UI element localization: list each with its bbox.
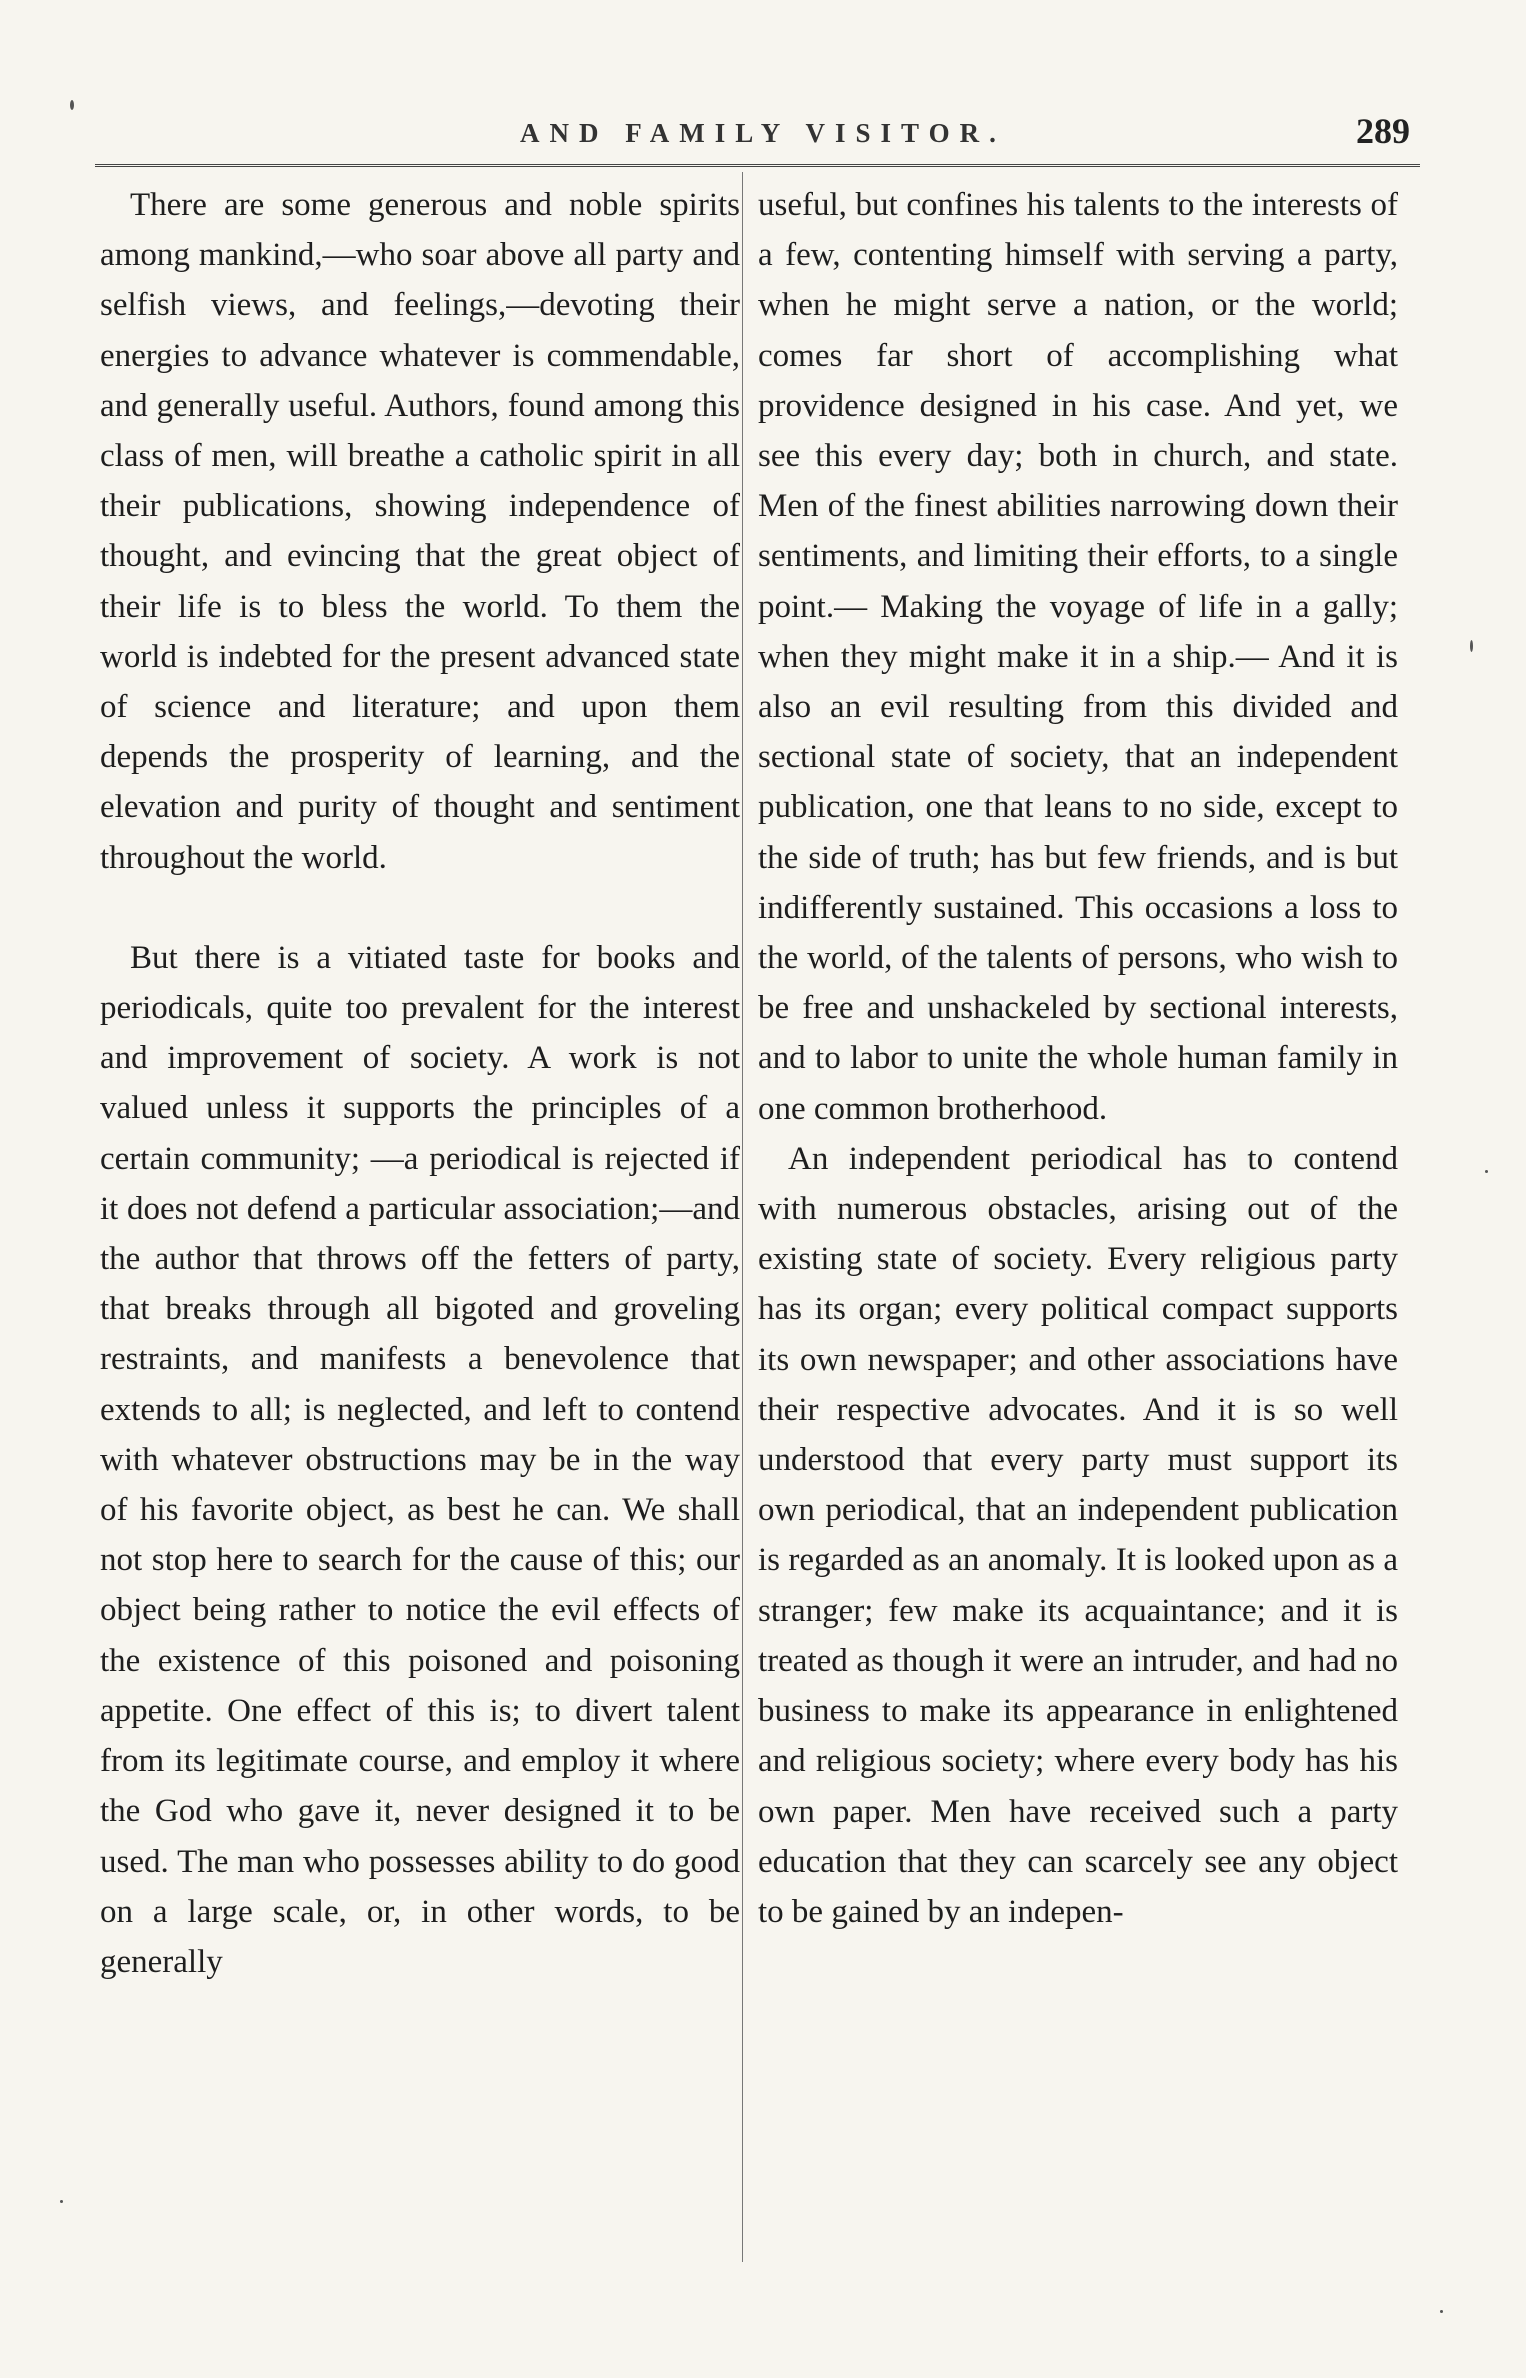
- scan-speck: [1440, 2310, 1443, 2313]
- scan-speck: [1470, 640, 1473, 652]
- paragraph: But there is a vitiated taste for books and periodicals, quite too prevalent for the interest and improvement of society. A work is not valued unless it supports the principles of a certain community; —a periodical is rejected if it does not defend a particular association;—and the author that throws off the fetters of party, that breaks through all bigoted and groveling restraints, and manifests a benevolence that extends to all; is neglected, and left to contend with whatever obstructions may be in the way of his favorite object, as best he can. We shall not stop here to search for the cause of this; our object being rather to notice the evil effects of the existence of this poisoned and poisoning appetite. One effect of this is; to divert talent from its legitimate course, and employ it where the God who gave it, never designed it to be used. The man who possesses ability to do good on a large scale, or, in other words, to be generally: [100, 939, 740, 1980]
- page-number: 289: [1356, 111, 1410, 151]
- paragraph: An independent periodical has to contend with numerous obstacles, arising out of the existing state of society. Every religious party has its organ; every political compact supports its own newspaper; and other associations have their respective advocates. And it is so well understood that every party must support its own periodical, that an independent publication is regarded as an anomaly. It is looked upon as a stranger; few make its acquaintance; and it is treated as though it were an intruder, and had no business to make its appearance in enlightened and religious society; where every body has his own paper. Men have received such a party education that they can scarcely see any object to be gained by an indepen-: [758, 1140, 1398, 1930]
- left-column: [100, 180, 740, 1987]
- paragraph: There are some generous and noble spirits among mankind,—who soar above all party and selfish views, and feelings,—devoting their energies to advance whatever is commendable, and generally useful. Authors, found among this class of men, will breathe a catholic spirit in all their publications, showing independence of thought, and evincing that the great object of their life is to bless the world. To them the world is indebted for the present advanced state of science and literature; and upon them depends the prosperity of learning, and the elevation and purity of thought and sentiment throughout the world.: [100, 187, 740, 876]
- paragraph: useful, but confines his talents to the interests of a few, contenting himself with serving a party, when he might serve a nation, or the world; comes far short of accomplishing what providence designed in his case. And yet, we see this every day; both in church, and state. Men of the finest abilities narrowing down their sentiments, and limiting their efforts, to a single point.— Making the voyage of life in a gally; when they might make it in a ship.— And it is also an evil resulting from this divided and sectional state of society, that an independent publication, one that leans to no side, except to the side of truth; has but few friends, and is but indifferently sustained. This occasions a loss to the world, of the talents of persons, who wish to be free and unshackeled by sectional interests, and to labor to unite the whole human family in one common brotherhood.: [758, 187, 1398, 1127]
- header-rule: [95, 164, 1420, 167]
- scan-speck: [70, 100, 74, 110]
- right-column: [758, 180, 1398, 1937]
- running-head: AND FAMILY VISITOR.: [520, 118, 1006, 148]
- scan-speck: [60, 2200, 63, 2203]
- scan-speck: [1485, 1170, 1488, 1173]
- column-divider: [742, 172, 743, 2262]
- page-header: [90, 110, 1420, 162]
